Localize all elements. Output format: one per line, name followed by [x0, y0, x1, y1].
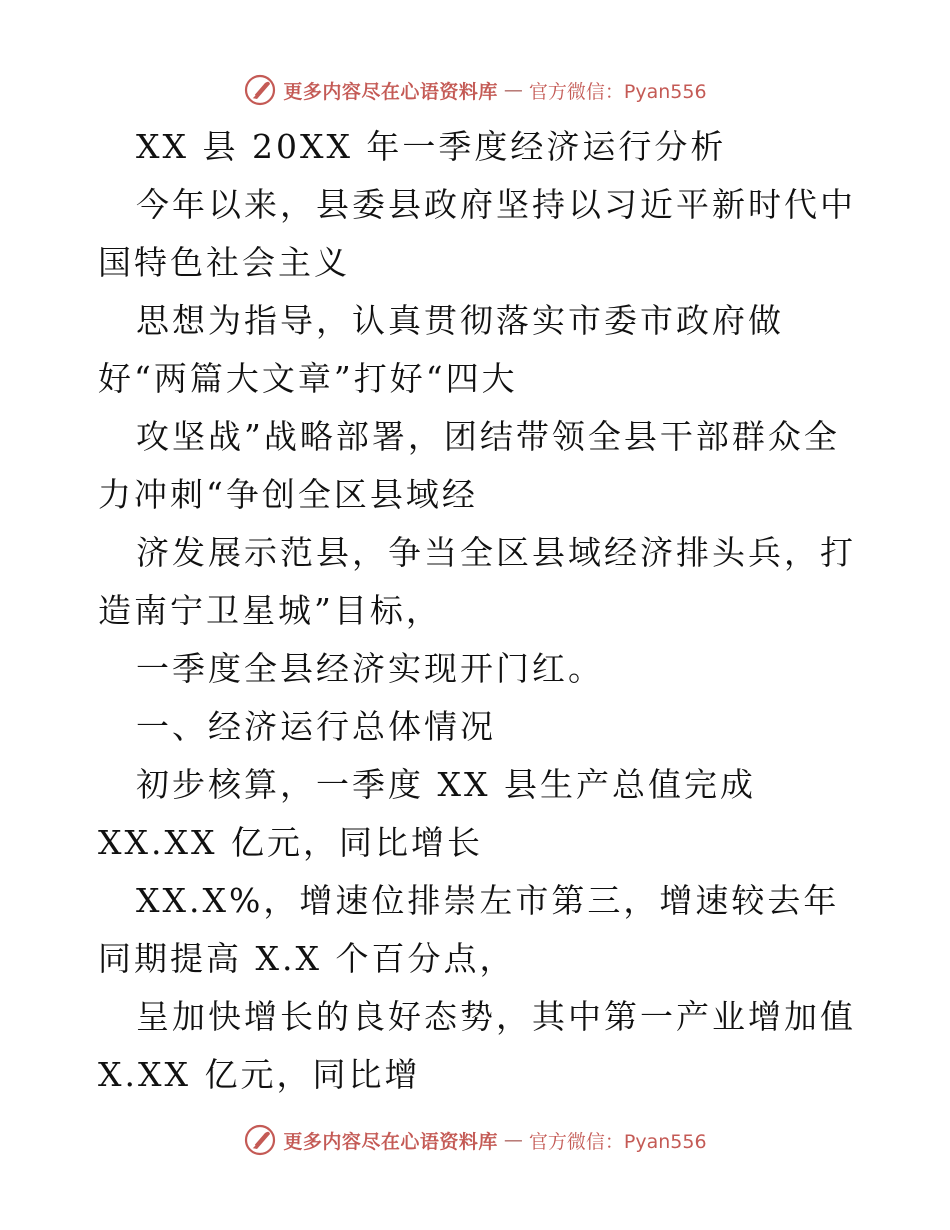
paragraph-5: 一季度全县经济实现开门红。: [136, 649, 604, 688]
wechat-label: 官方微信：Pyan556: [528, 1130, 707, 1153]
document-body: [98, 118, 858, 1104]
quill-pen-logo-icon: [243, 1123, 277, 1157]
brand-separator: —: [503, 1129, 523, 1151]
header-watermark-banner: [0, 68, 950, 112]
paragraph-4: 济发展示范县，争当全区县域经济排头兵，打造南宁卫星城”目标，: [98, 533, 856, 630]
brand-separator: —: [503, 79, 523, 101]
brand-text: 更多内容尽在心语资料库: [283, 1130, 498, 1153]
wechat-label: 官方微信：Pyan556: [528, 80, 707, 103]
quill-pen-logo-icon: [243, 73, 277, 107]
footer-watermark-banner: [0, 1118, 950, 1162]
paragraph-9: 呈加快增长的良好态势，其中第一产业增加值 X.XX 亿元，同比增: [98, 997, 856, 1094]
paragraph-2: 思想为指导，认真贯彻落实市委市政府做好“两篇大文章”打好“四大: [98, 301, 784, 398]
brand-text: 更多内容尽在心语资料库: [283, 80, 498, 103]
paragraph-7: 初步核算，一季度 XX 县生产总值完成 XX.XX 亿元，同比增长: [98, 765, 756, 862]
paragraph-3: 攻坚战”战略部署，团结带领全县干部群众全力冲刺“争创全区县域经: [98, 417, 840, 514]
section-heading-1: 一、经济运行总体情况: [136, 707, 496, 746]
paragraph-1: 今年以来，县委县政府坚持以习近平新时代中国特色社会主义: [98, 185, 856, 282]
paragraph-8: XX.X%，增速位排崇左市第三，增速较去年同期提高 X.X 个百分点，: [98, 881, 840, 978]
document-title: XX 县 20XX 年一季度经济运行分析: [136, 127, 727, 166]
